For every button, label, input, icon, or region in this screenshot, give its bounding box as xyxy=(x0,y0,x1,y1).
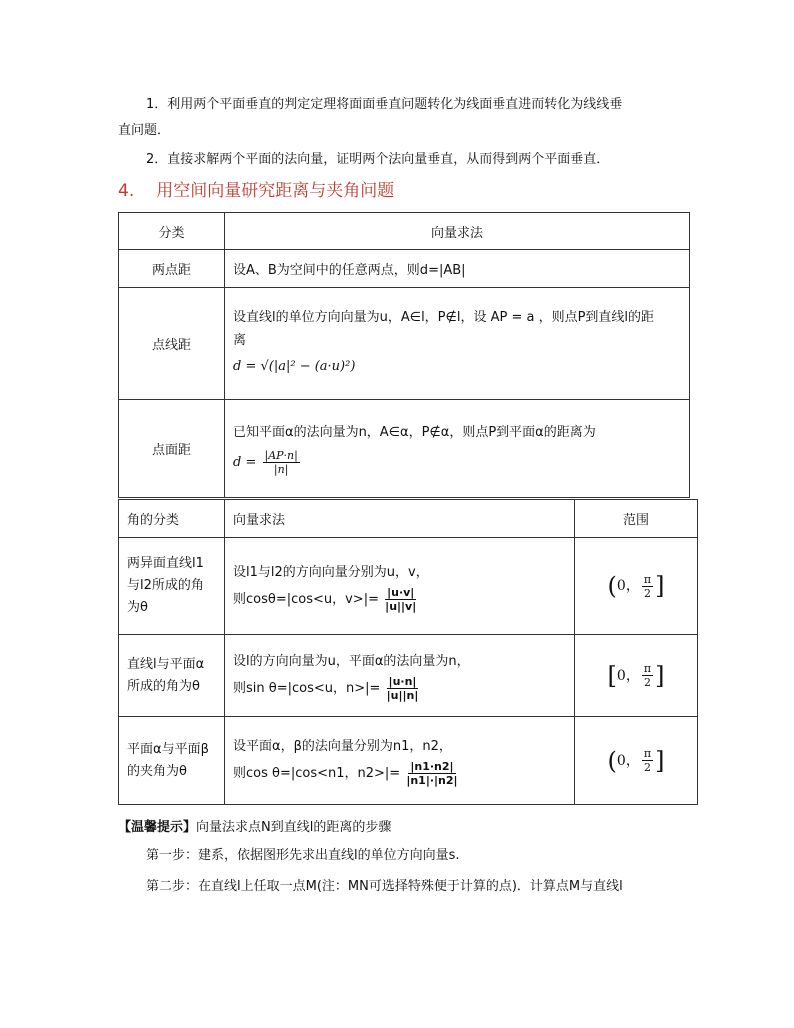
tip-step-1: 第一步：建系，依据图形先求出直线l的单位方向向量s. xyxy=(146,848,460,863)
skew-formula-prefix: 则cosθ=|cos<u，v>|= xyxy=(233,591,379,607)
range-denominator: 2 xyxy=(643,586,651,600)
skew-denominator: |u||v| xyxy=(385,599,417,613)
range-numerator: π xyxy=(643,662,652,675)
plane-plane-formula-prefix: 则cos θ=|cos<n1，n2>|= xyxy=(233,766,401,781)
point-plane-denominator: |n| xyxy=(273,463,289,476)
range-close-bracket: ] xyxy=(655,661,665,690)
range-value: 0， xyxy=(616,752,640,769)
row-cell-point-line xyxy=(225,288,690,400)
range-fraction xyxy=(642,662,653,689)
angle-label-skew-lines: 两异面直线l1与l2所成的角为θ xyxy=(119,538,225,635)
range-fraction xyxy=(642,747,653,774)
angle-method-plane-plane xyxy=(225,717,575,805)
range-plane-plane xyxy=(575,717,698,805)
line-plane-text-1: 设l的方向向量为u，平面α的法向量为n， xyxy=(233,654,470,669)
intro-line-1a: 1．利用两个平面垂直的判定定理将面面垂直问题转化为线面垂直进而转化为线线垂 xyxy=(146,97,623,112)
range-skew-lines xyxy=(575,538,698,635)
row-cell-point-plane xyxy=(225,400,690,498)
point-line-text-1: 设直线l的单位方向向量为u，A∈l，P∉l，设 AP = a ，则点P到直线l的距 xyxy=(233,309,655,325)
tip-step-2: 第二步：在直线l上任取一点M(注：MN可选择特殊便于计算的点)．计算点M与直线l xyxy=(146,879,623,894)
angle-table xyxy=(118,499,698,805)
row-label-point-plane: 点面距 xyxy=(119,400,225,498)
plane-plane-fraction xyxy=(406,760,457,787)
row-label-point-line: 点线距 xyxy=(119,288,225,400)
range-open-bracket: [ xyxy=(607,661,617,690)
angle-label-plane-plane: 平面α与平面β的夹角为θ xyxy=(119,717,225,805)
range-numerator: π xyxy=(643,747,652,760)
angle-header-method: 向量求法 xyxy=(225,500,575,538)
section-heading xyxy=(118,176,394,201)
plane-plane-numerator: |n1·n2| xyxy=(410,760,454,773)
row-label-point-point: 两点距 xyxy=(119,250,225,288)
point-plane-formula-prefix: d = xyxy=(233,455,257,470)
range-close-bracket: ] xyxy=(655,746,665,775)
tip-title-line xyxy=(118,818,391,838)
skew-fraction xyxy=(385,586,416,613)
skew-numerator: |u·v| xyxy=(387,585,415,599)
range-open-bracket: ( xyxy=(607,746,617,775)
point-plane-text-1: 已知平面α的法向量为n，A∈α，P∉α，则点P到平面α的距离为 xyxy=(233,425,596,440)
range-fraction xyxy=(642,573,653,600)
range-line-plane xyxy=(575,635,698,717)
line-plane-formula-prefix: 则sin θ=|cos<u，n>|= xyxy=(233,681,381,696)
angle-method-skew-lines xyxy=(225,538,575,635)
range-numerator: π xyxy=(643,572,652,586)
range-denominator: 2 xyxy=(643,761,651,774)
angle-header-category: 角的分类 xyxy=(119,500,225,538)
point-plane-formula xyxy=(233,449,681,476)
angle-label-line-plane: 直线l与平面α所成的角为θ xyxy=(119,635,225,717)
section-title: 用空间向量研究距离与夹角问题 xyxy=(156,181,395,201)
row-text-point-point: 设A、B为空间中的任意两点，则d=|AB| xyxy=(225,250,690,288)
range-close-bracket: ] xyxy=(655,572,665,600)
point-plane-numerator: |AP·n| xyxy=(264,449,298,462)
plane-plane-denominator: |n1|·|n2| xyxy=(406,774,458,787)
skew-text-1: 设l1与l2的方向向量分别为u，v， xyxy=(233,564,429,580)
tip-tag: 【温馨提示】 xyxy=(118,820,197,835)
line-plane-text-2 xyxy=(233,675,566,702)
angle-header-range: 范围 xyxy=(575,500,698,538)
intro-line-2: 2．直接求解两个平面的法向量，证明两个法向量垂直，从而得到两个平面垂直． xyxy=(146,152,610,167)
tip-title: 向量法求点N到直线l的距离的步骤 xyxy=(196,820,392,835)
section-number: 4. xyxy=(118,181,135,201)
point-line-text-2: 离 xyxy=(233,332,247,348)
angle-method-line-plane xyxy=(225,635,575,717)
point-plane-fraction xyxy=(263,449,300,476)
line-plane-denominator: |u||n| xyxy=(386,689,419,702)
plane-plane-text-1: 设平面α，β的法向量分别为n1，n2， xyxy=(233,739,452,754)
range-value: 0， xyxy=(616,667,640,684)
range-value: 0， xyxy=(616,578,640,594)
distance-table xyxy=(118,212,690,498)
line-plane-fraction xyxy=(387,675,419,702)
skew-text-2 xyxy=(233,586,566,613)
intro-line-1b: 直问题． xyxy=(118,123,171,138)
line-plane-numerator: |u·n| xyxy=(388,675,417,688)
range-open-bracket: ( xyxy=(607,572,617,600)
range-denominator: 2 xyxy=(643,676,651,689)
point-line-formula: d = √(|a|² − (a·u)²) xyxy=(233,358,356,374)
plane-plane-text-2 xyxy=(233,760,566,787)
distance-header-method: 向量求法 xyxy=(225,213,690,250)
distance-header-category: 分类 xyxy=(119,213,225,250)
